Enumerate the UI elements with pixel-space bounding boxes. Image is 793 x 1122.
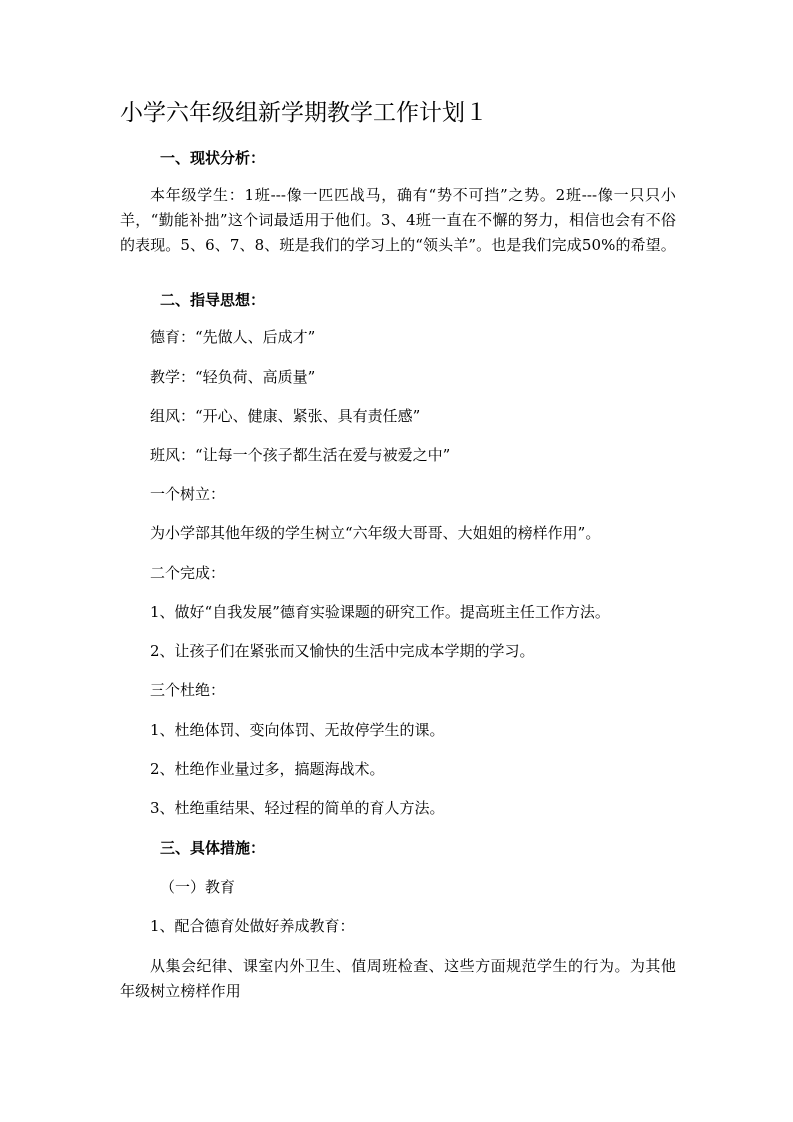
analysis-paragraph: 本年级学生：1班---像一匹匹战马，确有“势不可挡”之势。2班---像一只只小羊，“勤能补拙”这个词最适用于他们。3、4班一直在不懈的努力，相信也会有不俗的表现。5、6、7、8、班是我们的学习上的“领头羊”。也是我们完成50%的希望。 [120, 186, 676, 254]
three-eliminate-label: 三个杜绝： [150, 681, 226, 699]
two-complete-item-2: 2、让孩子们在紧张而又愉快的生活中完成本学期的学习。 [150, 642, 535, 660]
section-heading-guide: 二、指导思想： [160, 291, 266, 309]
education-subheading: （一）教育 [160, 878, 236, 896]
one-establish-text: 为小学部其他年级的学生树立“六年级大哥哥、大姐姐的榜样作用”。 [150, 524, 601, 542]
section-heading-analysis: 一、现状分析： [160, 149, 266, 167]
three-eliminate-item-2: 2、杜绝作业量过多，搞题海战术。 [150, 760, 385, 778]
three-eliminate-item-3: 3、杜绝重结果、轻过程的简单的育人方法。 [150, 799, 445, 817]
teaching-line: 教学：“轻负荷、高质量” [150, 368, 316, 386]
two-complete-label: 二个完成： [150, 564, 226, 582]
education-item-1: 1、配合德育处做好养成教育： [150, 917, 355, 935]
two-complete-item-1: 1、做好“自我发展”德育实验课题的研究工作。提高班主任工作方法。 [150, 603, 610, 621]
document-title: 小学六年级组新学期教学工作计划１ [120, 100, 488, 126]
moral-line: 德育：“先做人、后成才” [150, 328, 316, 346]
one-establish-label: 一个树立： [150, 485, 226, 503]
class-style-line: 班风：“让每一个孩子都生活在爱与被爱之中” [150, 446, 451, 464]
section-heading-measures: 三、具体措施： [160, 839, 266, 857]
group-style-line: 组风：“开心、健康、紧张、具有责任感” [150, 407, 421, 425]
three-eliminate-item-1: 1、杜绝体罚、变向体罚、无故停学生的课。 [150, 721, 445, 739]
education-paragraph: 从集会纪律、课室内外卫生、值周班检查、这些方面规范学生的行为。为其他年级树立榜样作用 [120, 957, 676, 1000]
